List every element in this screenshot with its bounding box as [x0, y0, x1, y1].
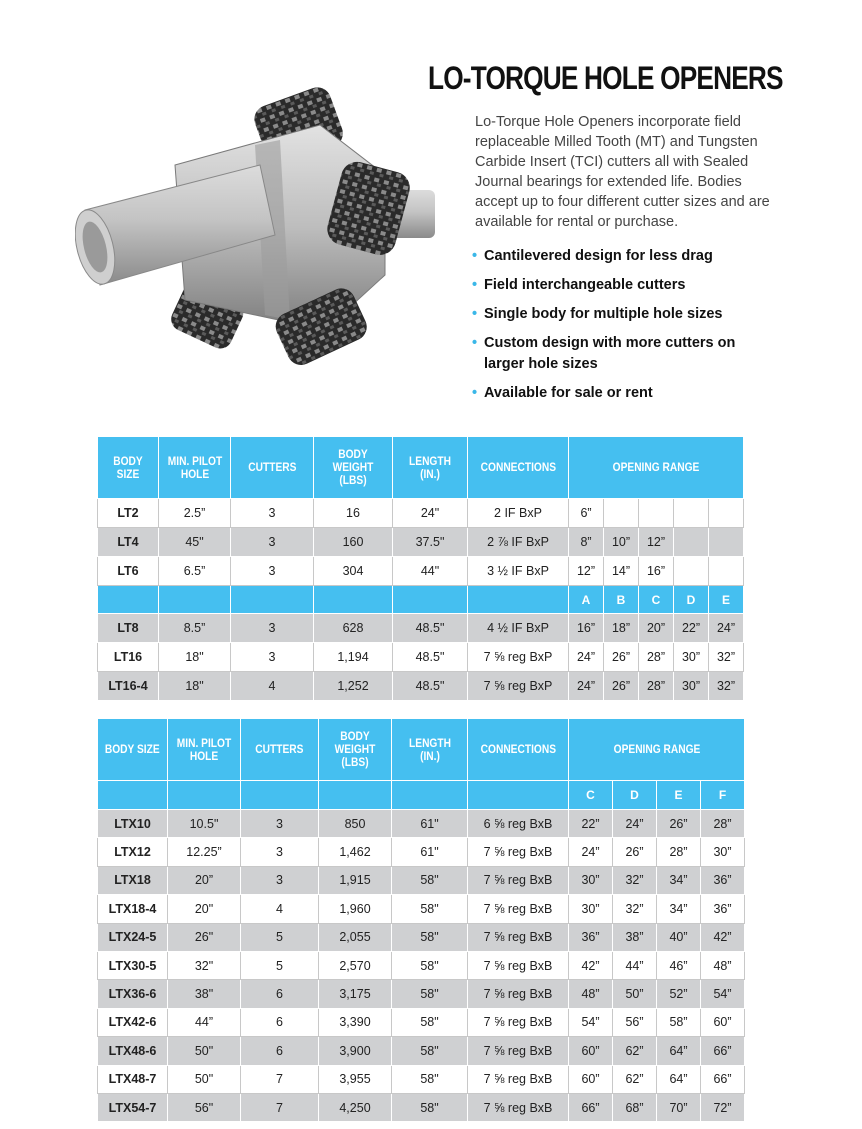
length-cell: 58" [392, 951, 468, 979]
opening-range-cell: 10” [604, 528, 639, 557]
table-row [98, 866, 745, 894]
length-cell: 44" [393, 557, 468, 586]
connection-cell: 7 ⅝ reg BxB [468, 1037, 569, 1065]
length-cell: 58" [392, 1065, 468, 1093]
connection-cell: 7 ⅝ reg BxB [468, 1008, 569, 1036]
pilot-hole-cell: 18" [159, 672, 231, 701]
feature-text: Available for sale or rent [484, 385, 653, 401]
bullet-icon: • [472, 248, 478, 264]
opening-range-cell: 32” [613, 866, 657, 894]
opening-range-cell: 50” [613, 980, 657, 1008]
cutters-cell: 3 [231, 528, 314, 557]
bullet-icon: • [472, 277, 478, 293]
opening-range-cell [674, 528, 709, 557]
table-row [98, 557, 744, 586]
range-letter: C [569, 781, 613, 810]
opening-range-cell: 14” [604, 557, 639, 586]
body-size-cell: LTX12 [98, 838, 168, 866]
length-cell: 58" [392, 923, 468, 951]
weight-cell: 1,252 [314, 672, 393, 701]
opening-range-cell [674, 499, 709, 528]
opening-range-cell: 24” [613, 810, 657, 838]
pilot-hole-cell: 10.5" [168, 810, 241, 838]
pilot-hole-cell: 56" [168, 1093, 241, 1121]
length-cell: 48.5" [393, 643, 468, 672]
feature-item [472, 304, 792, 325]
header-cutters: CUTTERS [231, 437, 314, 499]
cutters-cell: 3 [241, 838, 319, 866]
cutters-cell: 3 [231, 557, 314, 586]
length-cell: 48.5" [393, 614, 468, 643]
table-row [98, 1065, 745, 1093]
body-size-cell: LT8 [98, 614, 159, 643]
pilot-hole-cell: 45" [159, 528, 231, 557]
bullet-icon: • [472, 385, 478, 401]
cutters-cell: 7 [241, 1065, 319, 1093]
weight-cell: 3,955 [319, 1065, 392, 1093]
feature-text: Field interchangeable cutters [484, 277, 686, 293]
opening-range-cell [709, 557, 744, 586]
opening-range-cell: 52” [657, 980, 701, 1008]
header-min-pilot-hole: MIN. PILOT HOLE [168, 719, 241, 781]
weight-cell: 2,055 [319, 923, 392, 951]
feature-list [472, 246, 792, 412]
length-cell: 61" [392, 838, 468, 866]
feature-text: Cantilevered design for less drag [484, 248, 713, 264]
bullet-icon: • [472, 335, 478, 351]
opening-range-cell: 60” [701, 1008, 745, 1036]
opening-range-cell: 62” [613, 1065, 657, 1093]
body-size-cell: LT2 [98, 499, 159, 528]
cutters-cell: 5 [241, 923, 319, 951]
opening-range-cell: 34” [657, 895, 701, 923]
opening-range-cell [674, 557, 709, 586]
pilot-hole-cell: 38" [168, 980, 241, 1008]
opening-range-cell: 24” [709, 614, 744, 643]
opening-range-cell: 22” [569, 810, 613, 838]
pilot-hole-cell: 20” [168, 866, 241, 894]
cutters-cell: 7 [241, 1093, 319, 1121]
header-opening-range: OPENING RANGE [569, 719, 745, 781]
body-size-cell: LTX10 [98, 810, 168, 838]
opening-range-cell: 60” [569, 1037, 613, 1065]
opening-range-cell: 12” [569, 557, 604, 586]
body-size-cell: LTX54-7 [98, 1093, 168, 1121]
table-row [98, 810, 745, 838]
connection-cell: 7 ⅝ reg BxP [468, 672, 569, 701]
opening-range-cell: 26” [657, 810, 701, 838]
length-cell: 48.5" [393, 672, 468, 701]
opening-range-cell: 24” [569, 838, 613, 866]
opening-range-cell: 40” [657, 923, 701, 951]
table-row [98, 672, 744, 701]
opening-range-cell: 58” [657, 1008, 701, 1036]
opening-range-cell: 28” [639, 643, 674, 672]
table-row [98, 895, 745, 923]
header-body-size: BODY SIZE [98, 437, 159, 499]
opening-range-cell: 64” [657, 1065, 701, 1093]
opening-range-cell: 28” [639, 672, 674, 701]
opening-range-cell: 44” [613, 951, 657, 979]
cutters-cell: 6 [241, 1008, 319, 1036]
opening-range-cell: 30” [569, 895, 613, 923]
page-title: LO-TORQUE HOLE OPENERS [428, 60, 783, 96]
pilot-hole-cell: 2.5” [159, 499, 231, 528]
table-row [98, 643, 744, 672]
weight-cell: 2,570 [319, 951, 392, 979]
range-letter: A [569, 586, 604, 614]
connection-cell: 4 ½ IF BxP [468, 614, 569, 643]
opening-range-cell: 42” [569, 951, 613, 979]
table-row [98, 1008, 745, 1036]
weight-cell: 3,390 [319, 1008, 392, 1036]
weight-cell: 3,900 [319, 1037, 392, 1065]
opening-range-cell [604, 499, 639, 528]
pilot-hole-cell: 12.25” [168, 838, 241, 866]
opening-range-cell: 64” [657, 1037, 701, 1065]
opening-range-cell: 56” [613, 1008, 657, 1036]
product-description: Lo-Torque Hole Openers incorporate field replaceable Milled Tooth (MT) and Tungsten Carbide Insert (TCI) cutters all with Sealed Journal bearings for extended life. Bodies accept up to four different cutter sizes and are available for rental or purchase. [475, 114, 770, 230]
opening-range-cell: 32” [709, 643, 744, 672]
range-letter: B [604, 586, 639, 614]
table-row [98, 528, 744, 557]
length-cell: 58" [392, 895, 468, 923]
opening-range-cell: 32” [613, 895, 657, 923]
weight-cell: 1,462 [319, 838, 392, 866]
connection-cell: 3 ½ IF BxP [468, 557, 569, 586]
range-letter-row [98, 781, 745, 810]
connection-cell: 2 ⅞ IF BxP [468, 528, 569, 557]
opening-range-cell: 16” [569, 614, 604, 643]
connection-cell: 7 ⅝ reg BxB [468, 1093, 569, 1121]
range-letter: E [709, 586, 744, 614]
pilot-hole-cell: 50" [168, 1065, 241, 1093]
body-size-cell: LT16-4 [98, 672, 159, 701]
length-cell: 58" [392, 1037, 468, 1065]
cutters-cell: 3 [231, 643, 314, 672]
opening-range-cell: 48” [569, 980, 613, 1008]
pilot-hole-cell: 18" [159, 643, 231, 672]
pilot-hole-cell: 44” [168, 1008, 241, 1036]
weight-cell: 4,250 [319, 1093, 392, 1121]
cutters-cell: 5 [241, 951, 319, 979]
range-letter: E [657, 781, 701, 810]
opening-range-cell: 66” [569, 1093, 613, 1121]
length-cell: 58" [392, 1008, 468, 1036]
header-cutters: CUTTERS [241, 719, 319, 781]
table-row [98, 499, 744, 528]
body-size-cell: LT4 [98, 528, 159, 557]
length-cell: 58" [392, 1093, 468, 1121]
opening-range-cell: 20” [639, 614, 674, 643]
bullet-icon: • [472, 306, 478, 322]
cutters-cell: 6 [241, 980, 319, 1008]
body-size-cell: LT16 [98, 643, 159, 672]
feature-item [472, 333, 749, 375]
feature-item [472, 383, 792, 404]
header-length: LENGTH (IN.) [393, 437, 468, 499]
opening-range-cell: 42” [701, 923, 745, 951]
length-cell: 58" [392, 980, 468, 1008]
header-body-weight: BODY WEIGHT (LBS) [319, 719, 392, 781]
body-size-cell: LTX30-5 [98, 951, 168, 979]
opening-range-cell: 26” [613, 838, 657, 866]
weight-cell: 850 [319, 810, 392, 838]
ltx-spec-table [97, 718, 745, 1122]
body-size-cell: LT6 [98, 557, 159, 586]
opening-range-cell: 8” [569, 528, 604, 557]
connection-cell: 7 ⅝ reg BxB [468, 1065, 569, 1093]
feature-text: Custom design with more cutters on larger hole sizes [484, 335, 736, 372]
opening-range-cell: 16” [639, 557, 674, 586]
body-size-cell: LTX24-5 [98, 923, 168, 951]
opening-range-cell: 46” [657, 951, 701, 979]
header-opening-range: OPENING RANGE [569, 437, 744, 499]
body-size-cell: LTX36-6 [98, 980, 168, 1008]
opening-range-cell: 28” [657, 838, 701, 866]
opening-range-cell: 30” [674, 672, 709, 701]
connection-cell: 7 ⅝ reg BxB [468, 838, 569, 866]
weight-cell: 304 [314, 557, 393, 586]
opening-range-cell: 60” [569, 1065, 613, 1093]
cutters-cell: 4 [231, 672, 314, 701]
opening-range-cell: 12” [639, 528, 674, 557]
body-size-cell: LTX42-6 [98, 1008, 168, 1036]
opening-range-cell: 70” [657, 1093, 701, 1121]
opening-range-cell: 32” [709, 672, 744, 701]
pilot-hole-cell: 50" [168, 1037, 241, 1065]
pilot-hole-cell: 32" [168, 951, 241, 979]
opening-range-cell: 6” [569, 499, 604, 528]
cutters-cell: 3 [231, 499, 314, 528]
body-size-cell: LTX48-6 [98, 1037, 168, 1065]
table-row [98, 1037, 745, 1065]
opening-range-cell: 34” [657, 866, 701, 894]
range-letter: D [674, 586, 709, 614]
table-row [98, 923, 745, 951]
range-letter-row [98, 586, 744, 614]
body-size-cell: LTX48-7 [98, 1065, 168, 1093]
opening-range-cell: 36” [701, 895, 745, 923]
length-cell: 37.5" [393, 528, 468, 557]
weight-cell: 1,960 [319, 895, 392, 923]
range-letter: C [639, 586, 674, 614]
header-body-size: BODY SIZE [98, 719, 168, 781]
opening-range-cell: 38” [613, 923, 657, 951]
cutters-cell: 3 [231, 614, 314, 643]
table-row [98, 951, 745, 979]
connection-cell: 7 ⅝ reg BxB [468, 895, 569, 923]
opening-range-cell: 28” [701, 810, 745, 838]
opening-range-cell: 30” [674, 643, 709, 672]
pilot-hole-cell: 26" [168, 923, 241, 951]
body-size-cell: LTX18-4 [98, 895, 168, 923]
opening-range-cell: 54” [701, 980, 745, 1008]
pilot-hole-cell: 6.5” [159, 557, 231, 586]
connection-cell: 7 ⅝ reg BxB [468, 980, 569, 1008]
weight-cell: 1,915 [319, 866, 392, 894]
table-row [98, 1093, 745, 1121]
opening-range-cell: 36” [701, 866, 745, 894]
header-body-weight: BODY WEIGHT (LBS) [314, 437, 393, 499]
opening-range-cell: 66” [701, 1037, 745, 1065]
lt-spec-table [97, 436, 744, 701]
header-length: LENGTH (IN.) [392, 719, 468, 781]
table-row [98, 980, 745, 1008]
cutters-cell: 6 [241, 1037, 319, 1065]
range-letter: D [613, 781, 657, 810]
opening-range-cell: 36” [569, 923, 613, 951]
opening-range-cell: 26” [604, 672, 639, 701]
connection-cell: 6 ⅝ reg BxB [468, 810, 569, 838]
opening-range-cell: 24” [569, 643, 604, 672]
cutters-cell: 3 [241, 866, 319, 894]
opening-range-cell: 62” [613, 1037, 657, 1065]
cutters-cell: 3 [241, 810, 319, 838]
length-cell: 61" [392, 810, 468, 838]
connection-cell: 7 ⅝ reg BxB [468, 923, 569, 951]
length-cell: 58" [392, 866, 468, 894]
weight-cell: 1,194 [314, 643, 393, 672]
header-connections: CONNECTIONS [468, 437, 569, 499]
opening-range-cell: 18” [604, 614, 639, 643]
weight-cell: 160 [314, 528, 393, 557]
header-min-pilot-hole: MIN. PILOT HOLE [159, 437, 231, 499]
body-size-cell: LTX18 [98, 866, 168, 894]
opening-range-cell: 30” [701, 838, 745, 866]
opening-range-cell [709, 528, 744, 557]
opening-range-cell: 54” [569, 1008, 613, 1036]
header-connections: CONNECTIONS [468, 719, 569, 781]
connection-cell: 2 IF BxP [468, 499, 569, 528]
opening-range-cell: 30” [569, 866, 613, 894]
pilot-hole-cell: 8.5” [159, 614, 231, 643]
opening-range-cell: 66” [701, 1065, 745, 1093]
weight-cell: 16 [314, 499, 393, 528]
hole-opener-product-image [75, 85, 445, 365]
connection-cell: 7 ⅝ reg BxB [468, 951, 569, 979]
opening-range-cell: 24” [569, 672, 604, 701]
table-row [98, 614, 744, 643]
opening-range-cell: 72” [701, 1093, 745, 1121]
opening-range-cell: 48” [701, 951, 745, 979]
opening-range-cell: 26” [604, 643, 639, 672]
range-letter: F [701, 781, 745, 810]
connection-cell: 7 ⅝ reg BxB [468, 866, 569, 894]
connection-cell: 7 ⅝ reg BxP [468, 643, 569, 672]
table-row [98, 838, 745, 866]
length-cell: 24" [393, 499, 468, 528]
opening-range-cell: 22” [674, 614, 709, 643]
weight-cell: 3,175 [319, 980, 392, 1008]
cutters-cell: 4 [241, 895, 319, 923]
opening-range-cell [709, 499, 744, 528]
pilot-hole-cell: 20" [168, 895, 241, 923]
feature-item [472, 246, 792, 267]
feature-text: Single body for multiple hole sizes [484, 306, 723, 322]
opening-range-cell: 68” [613, 1093, 657, 1121]
opening-range-cell [639, 499, 674, 528]
feature-item [472, 275, 792, 296]
weight-cell: 628 [314, 614, 393, 643]
